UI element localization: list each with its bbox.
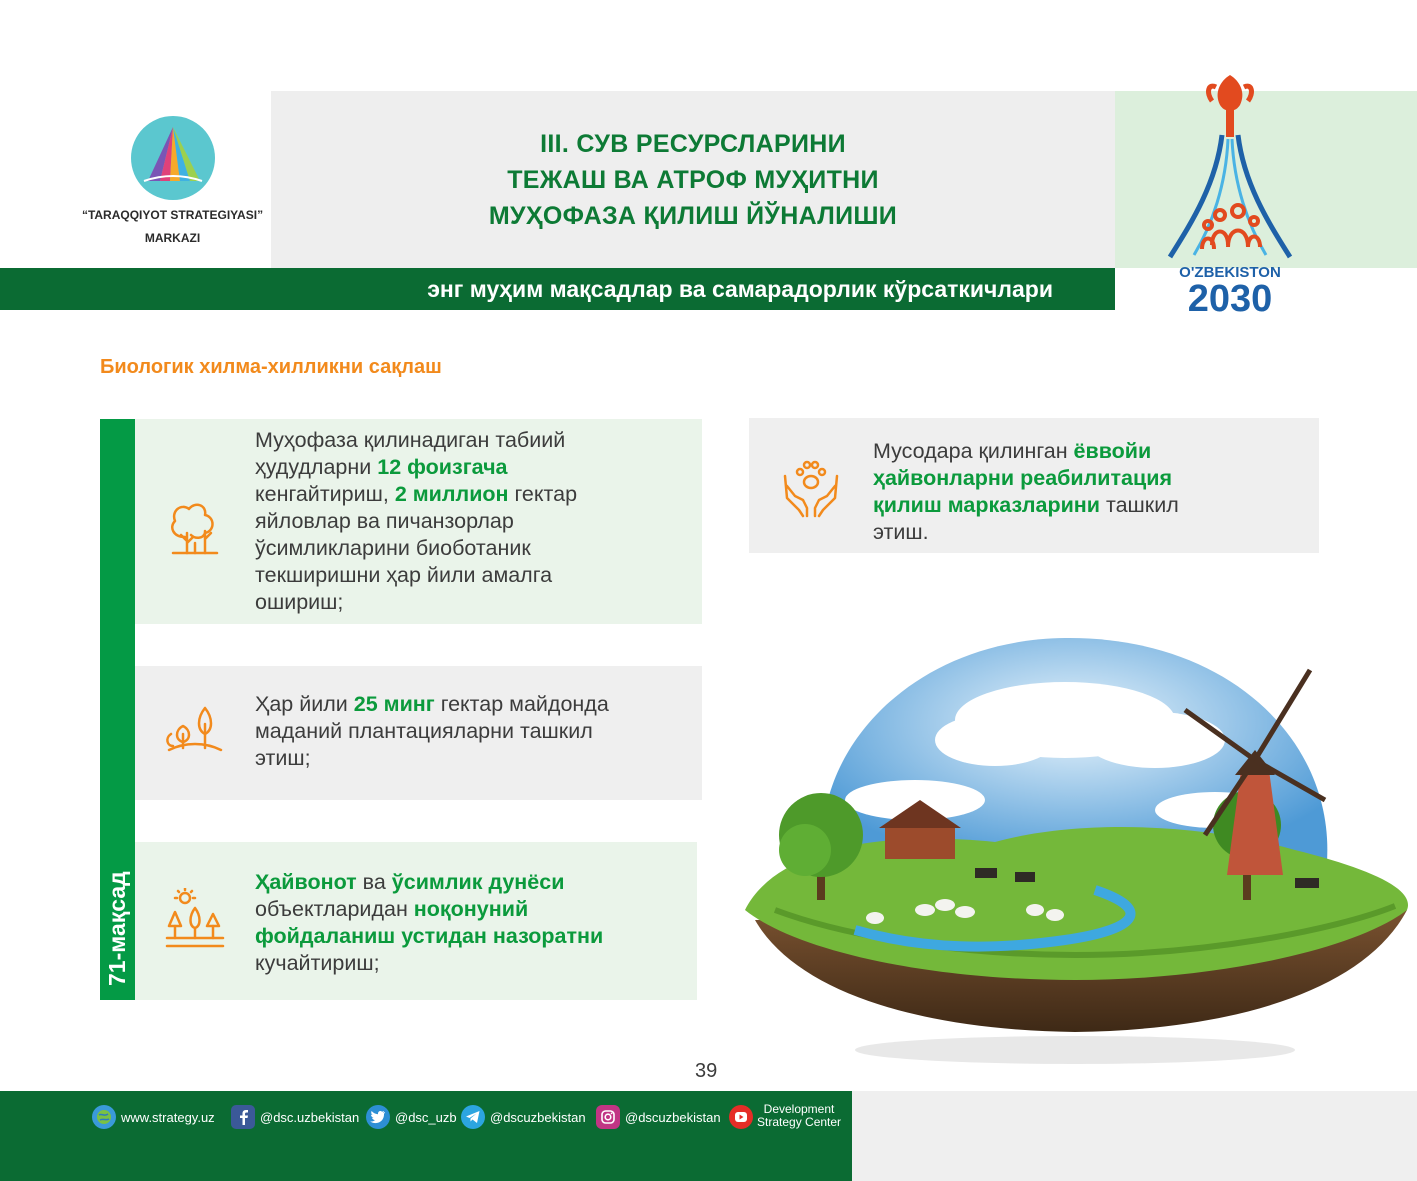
page-title-box xyxy=(271,91,1115,268)
twitter-icon xyxy=(366,1105,390,1129)
tent-logo-icon xyxy=(130,115,216,201)
goal-label: 71-мақсад xyxy=(104,871,130,986)
goal-card-wildlife-rehab xyxy=(749,418,1319,553)
instagram-icon xyxy=(596,1105,620,1129)
c1-line1: Муҳофаза қилинадиган табиий xyxy=(255,428,566,452)
globe-icon xyxy=(92,1105,116,1129)
page-title-line2: ТЕЖАШ ВА АТРОФ МУҲИТНИ xyxy=(507,165,879,194)
footer-instagram[interactable]: @dscuzbekistan xyxy=(596,1104,721,1130)
uz-logo-year: 2030 xyxy=(1187,278,1273,320)
paw-hands-icon xyxy=(781,456,841,520)
goal-card-protected-areas xyxy=(135,419,702,624)
telegram-icon xyxy=(461,1105,485,1129)
youtube-icon xyxy=(729,1105,753,1129)
goal-card-plantations xyxy=(135,666,702,800)
footer-website[interactable]: www.strategy.uz xyxy=(92,1104,215,1130)
footer-twitter[interactable]: @dsc_uzb xyxy=(366,1104,457,1130)
facebook-icon xyxy=(231,1105,255,1129)
c3-line4: кучайтириш; xyxy=(255,951,380,975)
floating-island-illustration xyxy=(735,610,1417,1070)
uzbekistan-2030-logo xyxy=(1150,65,1310,320)
forest-sun-icon xyxy=(165,888,225,950)
page-title-line1: III. СУВ РЕСУРСЛАРИНИ xyxy=(540,129,846,158)
c3-line2: объектларидан ноқонуний xyxy=(255,897,529,921)
c2-line1: Ҳар йили 25 минг гектар майдонда xyxy=(255,692,609,716)
subtitle-bar: энг муҳим мақсадлар ва самарадорлик кўрсаткичлари xyxy=(0,268,1115,310)
trees-icon xyxy=(165,497,225,555)
c2-line3: этиш; xyxy=(255,746,311,770)
c4-line3: қилиш марказларини ташкил xyxy=(873,493,1179,517)
footer-youtube[interactable] xyxy=(729,1104,758,1130)
page-number: 39 xyxy=(695,1060,718,1082)
page-title-line3: МУҲОФАЗА ҚИЛИШ ЙЎНАЛИШИ xyxy=(488,201,898,230)
footer-dsc-label: Development Strategy Center xyxy=(757,1102,842,1129)
logo-text-line2: MARKAZI xyxy=(144,231,201,245)
c3-line1: Ҳайвонот ва ўсимлик дунёси xyxy=(255,870,565,894)
logo-text-line1: “TARAQQIYOT STRATEGIYASI” xyxy=(81,208,264,222)
c1-line3: кенгайтириш, 2 миллион гектар xyxy=(255,482,578,506)
c1-line5: ўсимликларини биоботаник xyxy=(255,536,531,560)
plantation-icon xyxy=(165,704,225,754)
goal-card-flora-fauna-control xyxy=(135,842,697,1000)
c1-line7: ошириш; xyxy=(255,590,344,614)
c1-line4: яйловлар ва пичанзорлар xyxy=(255,509,514,533)
c4-line1: Мусодара қилинган ёввойи xyxy=(873,439,1152,463)
c1-line6: текширишни ҳар йили амалга xyxy=(255,563,553,587)
footer-telegram[interactable]: @dscuzbekistan xyxy=(461,1104,586,1130)
c1-line2: ҳудудларни 12 фоизгача xyxy=(255,455,508,479)
section-title: Биологик хилма-хилликни сақлаш xyxy=(100,356,442,378)
footer-grey-panel xyxy=(852,1091,1417,1181)
c4-line2: ҳайвонларни реабилитация xyxy=(873,466,1172,490)
uz-logo-country: O'ZBEKISTON xyxy=(1179,264,1281,281)
footer-facebook[interactable]: @dsc.uzbekistan xyxy=(231,1104,359,1130)
c2-line2: маданий плантацияларни ташкил xyxy=(255,719,593,743)
c4-line4: этиш. xyxy=(873,520,929,544)
strategy-center-logo xyxy=(70,115,275,247)
c3-line3: фойдаланиш устидан назоратни xyxy=(255,924,604,948)
